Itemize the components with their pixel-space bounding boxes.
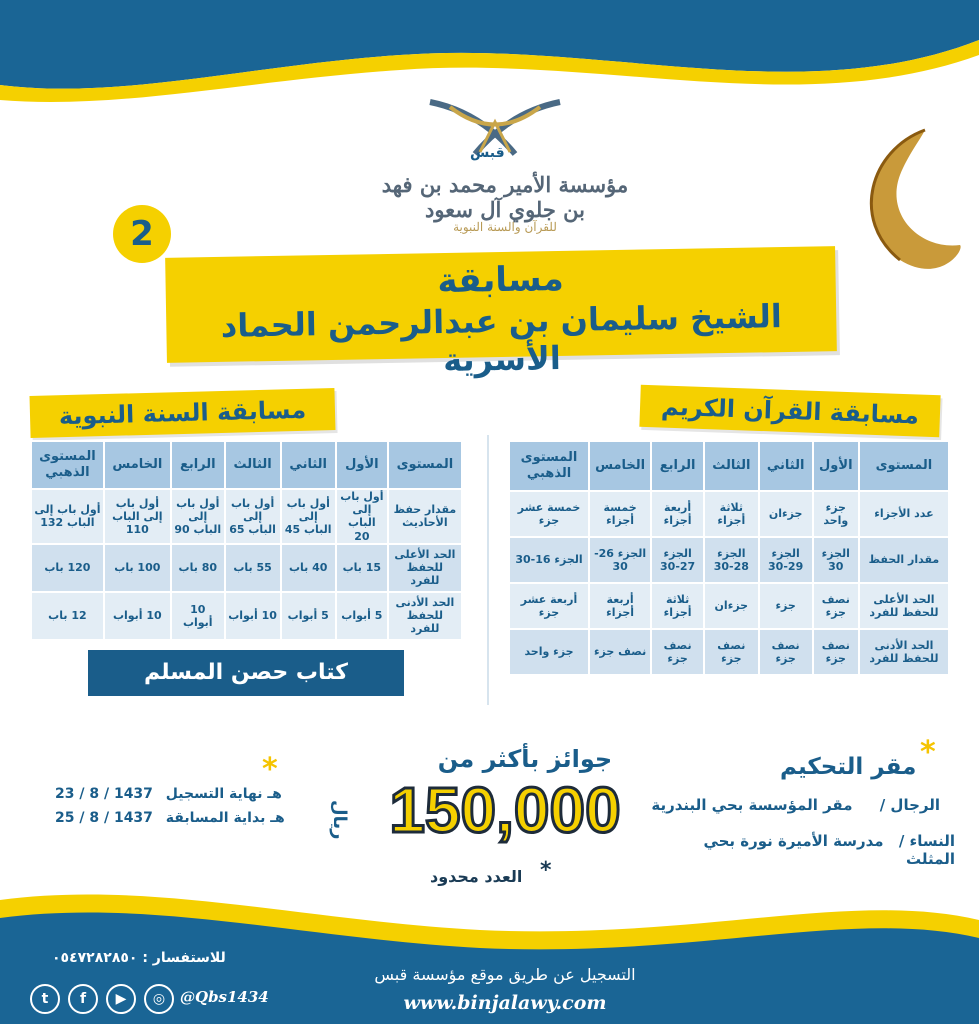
table-cell: ثلاثة أجزاء	[704, 491, 759, 537]
instagram-icon[interactable]: ◎	[144, 984, 174, 1014]
registration-end	[55, 786, 282, 802]
table-cell: جزء واحد	[813, 491, 859, 537]
table-cell: أربعة أجزاء	[589, 583, 651, 629]
judging-women	[655, 832, 955, 868]
table-cell: أول باب إلى الباب 110	[104, 489, 171, 544]
column-header: الثاني	[759, 441, 813, 491]
start-date: 25 / 8 / 1437 هـ	[55, 810, 285, 826]
table-row	[31, 544, 462, 592]
start-label: بداية المسابقة	[165, 810, 266, 826]
contact-phone: للاستفسار : ٠٥٤٧٢٨٢٨٥٠	[52, 950, 226, 966]
foundation-subtitle: للقرآن والسنة النبوية	[453, 220, 557, 234]
column-header: الثاني	[281, 441, 336, 489]
table-cell: 5 أبواب	[336, 592, 388, 640]
table-cell: الحد الأدنى للحفظ للفرد	[388, 592, 462, 640]
table-cell: الجزء 28-30	[704, 537, 759, 583]
asterisk-icon: *	[540, 858, 552, 883]
judging-title: مقر التحكيم	[780, 754, 917, 780]
column-header: الخامس	[589, 441, 651, 491]
reg-end-label: نهاية التسجيل	[165, 786, 263, 802]
foundation-name: مؤسسة الأمير محمد بن فهد بن جلوي آل سعود	[381, 172, 629, 222]
website-link[interactable]: www.binjalawy.com	[403, 992, 607, 1014]
column-header: الأول	[813, 441, 859, 491]
table-cell: الحد الأدنى للحفظ للفرد	[859, 629, 949, 675]
table-cell: خمسة أجزاء	[589, 491, 651, 537]
title-line-1: مسابقة	[437, 258, 565, 302]
table-cell: الحد الأعلى للحفظ للفرد	[388, 544, 462, 592]
table-cell: الجزء 29-30	[759, 537, 813, 583]
column-header: الثالث	[704, 441, 759, 491]
women-label: النساء /	[898, 832, 955, 850]
men-value: مقر المؤسسة بحي البندرية	[651, 796, 853, 814]
column-header: المستوى الذهبي	[509, 441, 589, 491]
sunna-table	[30, 440, 463, 641]
table-cell: ثلاثة أجزاء	[651, 583, 704, 629]
title-banner	[165, 246, 837, 380]
table-cell: أربعة عشر جزء	[509, 583, 589, 629]
social-handle[interactable]: @Qbs1434	[180, 988, 269, 1006]
table-cell: 100 باب	[104, 544, 171, 592]
twitter-icon[interactable]: t	[30, 984, 60, 1014]
women-value: مدرسة الأميرة نورة بحي المثلث	[703, 832, 955, 868]
table-cell: الجزء 16-30	[509, 537, 589, 583]
table-cell: 10 أبواب	[225, 592, 281, 640]
table-cell: مقدار حفظ الأحاديث	[388, 489, 462, 544]
prize-heading: جوائز بأكثر من	[437, 745, 613, 773]
men-label: الرجال /	[879, 796, 940, 814]
table-cell: 40 باب	[281, 544, 336, 592]
reg-end-date: 23 / 8 / 1437 هـ	[55, 786, 282, 802]
table-cell: 80 باب	[171, 544, 225, 592]
table-cell: 10 أبواب	[104, 592, 171, 640]
logo-word: قبس	[470, 145, 505, 161]
youtube-icon[interactable]: ▶	[106, 984, 136, 1014]
book-banner: كتاب حصن المسلم	[88, 650, 404, 696]
table-cell: الجزء 30	[813, 537, 859, 583]
column-header: الرابع	[171, 441, 225, 489]
section-divider	[487, 435, 489, 705]
asterisk-icon: *	[920, 735, 936, 770]
table-cell: 15 باب	[336, 544, 388, 592]
limited-note: العدد محدود	[430, 867, 523, 886]
table-row	[31, 592, 462, 640]
table-cell: نصف جزء	[589, 629, 651, 675]
table-cell: 55 باب	[225, 544, 281, 592]
table-cell: 5 أبواب	[281, 592, 336, 640]
table-row	[509, 583, 949, 629]
column-header: الثالث	[225, 441, 281, 489]
table-cell: مقدار الحفظ	[859, 537, 949, 583]
column-header: الرابع	[651, 441, 704, 491]
quran-table	[508, 440, 950, 676]
table-cell: أول باب إلى الباب 45	[281, 489, 336, 544]
asterisk-icon: *	[262, 752, 278, 787]
table-row	[509, 537, 949, 583]
table-cell: جزء	[759, 583, 813, 629]
table-cell: أول باب إلى الباب 65	[225, 489, 281, 544]
title-line-2: الشيخ سليمان بن عبدالرحمن الحماد الأسرية	[220, 297, 783, 380]
table-cell: عدد الأجزاء	[859, 491, 949, 537]
prize-amount: 150,000	[389, 774, 621, 846]
number-badge: 2	[113, 205, 171, 263]
table-cell: نصف جزء	[704, 629, 759, 675]
table-cell: جزءان	[704, 583, 759, 629]
facebook-icon[interactable]: f	[68, 984, 98, 1014]
table-row	[509, 491, 949, 537]
judging-men	[640, 796, 940, 814]
table-cell: جزء واحد	[509, 629, 589, 675]
crescent-moon-icon	[830, 120, 970, 275]
table-cell: 10 أبواب	[171, 592, 225, 640]
table-cell: الجزء 26-30	[589, 537, 651, 583]
table-cell: خمسة عشر جزء	[509, 491, 589, 537]
table-cell: 12 باب	[31, 592, 104, 640]
column-header: المستوى الذهبي	[31, 441, 104, 489]
table-cell: أول باب إلى الباب 20	[336, 489, 388, 544]
currency-label: ريال	[329, 800, 350, 840]
table-cell: نصف جزء	[813, 583, 859, 629]
column-header: الخامس	[104, 441, 171, 489]
table-cell: جزءان	[759, 491, 813, 537]
table-cell: نصف جزء	[813, 629, 859, 675]
quran-heading: مسابقة القرآن الكريم	[639, 385, 940, 437]
table-row	[509, 629, 949, 675]
table-row	[31, 489, 462, 544]
table-cell: 120 باب	[31, 544, 104, 592]
sunna-heading: مسابقة السنة النبوية	[30, 388, 336, 438]
table-cell: أول باب إلى الباب 90	[171, 489, 225, 544]
table-cell: الجزء 27-30	[651, 537, 704, 583]
column-header: الأول	[336, 441, 388, 489]
table-cell: الحد الأعلى للحفظ للفرد	[859, 583, 949, 629]
table-cell: أربعة أجزاء	[651, 491, 704, 537]
column-header: المستوى	[859, 441, 949, 491]
register-note: التسجيل عن طريق موقع مؤسسة قبس	[374, 965, 636, 984]
competition-start	[55, 810, 285, 826]
table-cell: نصف جزء	[759, 629, 813, 675]
table-cell: أول باب إلى الباب 132	[31, 489, 104, 544]
column-header: المستوى	[388, 441, 462, 489]
table-cell: نصف جزء	[651, 629, 704, 675]
